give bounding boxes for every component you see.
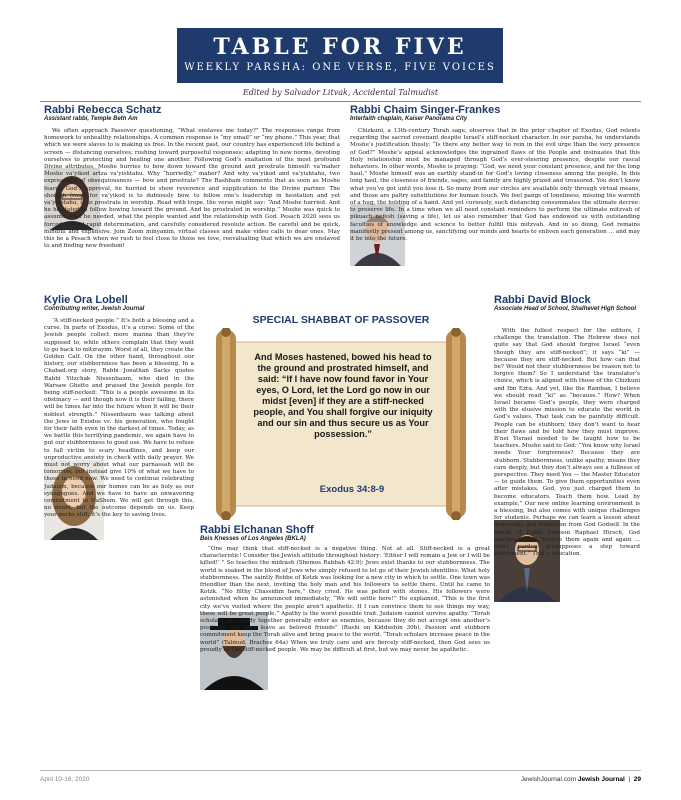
publication-name: Jewish Journal <box>577 776 625 783</box>
author-lobell <box>44 294 144 312</box>
editor-credit: Edited by Salvador Litvak, Accidental Talmudist <box>242 88 439 97</box>
author-shoff <box>200 524 314 542</box>
author-title: Interfaith chaplain, Kaiser Panorama City <box>350 116 468 122</box>
article-singer: Chizkuni, a 13th-century Torah sage, observes that in the prior chapter of Exodus, God relents regarding the sacred covenant despite Israel’s stiff-necked character. In our parsha, he understands Moshe’s justification thusly: “Is there any better way to rein in the evil urge than the very presence of God?” Moshe’s appeal acknowledges the ingrained flaws of the People and insinuates that this Holy relationship must be managed through God’s ever-steering presence, despite our rascal behaviors. In other words, Moshe is praying: “God, we need your constant presence, and for the long haul.” Moshe himself was an earthly stand-in for God’s loving closeness among the people. In this long haul, the closeness of friends, sages, and family are highly prized and treasured. You don’t know what you’ve got until you lose it. So many from our circles are available only through virtual means, and those are paltry substitutions for human touch. We feel pangs of loneliness, missing the warmth of a hug, the holding of a hand. And yet curiously, such distancing consummates the ultimate decree: to preserve life. In a time when we all need constant reminders to perform the ultimate mitzvah of pikuach nefesh (saving a life), let us also remember that God has endowed us with outstanding faculties of knowledge and science to better fulfill this mitzvah. And in so doing, God remains manifestly present among us, sanctifying our minds and hearts to enliven each generation … and may it be into the future. <box>350 128 640 243</box>
author-title: Contributing writer, Jewish Journal <box>44 306 145 312</box>
author-title: Assistant rabbi, Temple Beth Am <box>44 116 138 122</box>
verse-reference: Exodus 34:8-9 <box>319 484 385 495</box>
author-title: Associate Head of School, Shalhevet High School <box>494 306 637 312</box>
author-schatz <box>44 104 161 122</box>
article-schatz: We often approach Passover questioning, “What enslaves me today?” The responses range from homework to unhealthy relationships. A common response is “my email” or “my phone.” This year, that which we were slaves to is making us free. In the recent past, our country has experienced life behind a screen — distancing ourselves; rushing toward purposeful responses; adapting to new norms, devoting ourselves to protecting and healing one another. Following God’s exaltation of the most profound Divine attributes, Moshe hurries to bow down toward the ground and prostrate himself: va’maher Moshe va’yikod artza va’yishtahu. Why “hurriedly,” maher? And why va’yikod and va’yishtahu, two expressions of obsequiousness — bow and prostrate? The Rashbam comments that as soon as Moshe feared God’s approval, he hurried to show reverence and supplication to the Divine partner. The shoresh (root) for va’yikod is to dubiously bow, to follow one’s leadership in hesitation and yet va’yishtahu, is to prostrate in worship. Read with trope, the verse might say: “And Moshe hurried. And he hesitated to follow bowing toward the ground. And he prostrated in worship.” Moshe was quick to assume what he needed, what the people wanted and the relationship with God. Pesach 2020 sees us forced toward rapid determination, and carefully considered resolute action. Be careful and be quick, mindful and expansive. Join Zoom minyanim, virtual classes and make video calls to dear ones. May this be a Pesach when we rush to feel close to those we love, reevaluating that which we are enslaved to and finding new freedom! <box>44 128 340 250</box>
page-title: TABLE FOR FIVE <box>213 34 467 60</box>
issue-date: April 10-16, 2020 <box>40 776 90 783</box>
author-block <box>494 294 640 312</box>
article-shoff: “One may think that stiff-necked is a negative thing. Not at all. Stiff-necked is a great characteristic! Consider the Jewish attitude throughout history: ‘Either I will remain a Jew or I will be killed!’ ” So teaches the midrash (Shemos Rabbah 42:9): Jews exist thanks to our stubbornness. The world is soaked in the blood of Jews who simply refused to let go of their Jewish identities. What holy stubbornness. The saintly Rebbe of Kotzk was looking for a new city in which to settle. One town was friendlier than the next, inviting the holy man and his followers to settle there. Until he came to Kotzk. “No filthy Chassidim here,” they cried. He was pelted with stones. His followers were astonished when he announced immediately, “We will settle here!” He explained, “This is the first city we’ve visited where the people aren’t apathetic. If I can convince them to see things my way, these will be great people.” Apathy is the worst possible trait. Judaism cannot survive apathy. “Torah scholars who study together generally enter as enemies, because they do not accept one another’s positions, but they leave as beloved friends” (Rashi on Kiddushin 30b). Passion and stubborn commitment keep the Torah alive and bring peace to the world. “Torah scholars increase peace in the world” (Talmud, Brachos 64a) When we truly care and are fiercely stiff-necked, then God sees us proudly as His stiff-necked people. We may be difficult at first, but we may never be apathetic. <box>200 546 490 653</box>
article-lobell: “A stiff-necked people.” It’s both a blessing and a curse. In parts of Exodus, it’s a curse: Some of the Jewish people collect more manna than they’re supposed to, while others complain that they want to go back to mitzrayim. Worst of all, they create the Golden Calf. On the other hand, throughout our history, our stubbornness has been a blessing. In a Chabad.org story, Rabbi Jonathan Sacks quotes Rabbi Yitzchak Nissenbaum, who died in the Warsaw Ghetto and praised the Jewish people for being stiff-necked: “This is a people awesome in its obstinacy — and though now it is their failing, there will be times far into the future when it will be their noblest strength.” Nissenbaum was talking about the Jews in Exodus vs. his generation, who fought for their faith even in the darkest of times. Today, as we battle this terrifying pandemic, we again have to put our stubbornness to good use. We have to refuse to fall victim to scary headlines, and keep our unproductive anxiety in check with daily prayer. We must not worry about what our parnassah will be tomorrow, but instead give 10% of what we have to those in need now. We need to continue celebrating Judaism, because our homes can be as holy as our synagogues. And we have to have an unwavering commitment to HaShem. We will get through this, no doubt, but the outcome depends on us. Keep your necks stiff; it’s the key to saving lives. <box>44 318 194 519</box>
author-name: Rabbi Rebecca Schatz <box>44 104 162 116</box>
page-number: 29 <box>633 776 641 783</box>
special-title: SPECIAL SHABBAT OF PASSOVER <box>252 314 430 326</box>
verse-text: And Moses hastened, bowed his head to the ground and prostrated himself, and said: “If I have now found favor in Your eyes, O Lord, let the Lord go now in our midst [even] if they are a stiff-necked people, and You shall forgive our iniquity and our sin and thus secure us as Your possession.” <box>253 352 433 439</box>
page-subtitle: WEEKLY PARSHA: ONE VERSE, FIVE VOICES <box>184 62 496 73</box>
author-name: Rabbi Elchanan Shoff <box>200 524 314 536</box>
footer-publication: JewishJournal.com Jewish Journal | 29 <box>520 776 641 783</box>
footer-divider <box>40 770 641 771</box>
divider <box>40 101 641 102</box>
author-name: Rabbi Chaim Singer-Frankes <box>350 104 501 116</box>
site-url: JewishJournal.com <box>520 776 577 783</box>
author-name: Kylie Ora Lobell <box>44 294 128 306</box>
article-block: With the fullest respect for the editors, I challenge the translation. The Hebrew does not quite say that God should forgive Israel “even though they are stiff-necked”; it says “ki” — because they are stiff-necked. But how can that be? Would not their stubbornness be reason not to forgive them? So I understand the translator’s choice, which is aligned with those of the Chizkuni and Ibn Ezra. And yet, like the Ramban, I believe we should read “ki” as “because.” How? When Israel became God’s people, they were charged with the elusive mission to educate the world in God’s values. That task can be painfully difficult. People can be stubborn; they don’t want to hear their flaws and be told how they must improve. B’nei Yisrael needed to be taught how to be teachers. Moshe said to God: “You know why Israel needs Your forgiveness? Because they are stubborn. Stubbornness, unlike apathy, means they care deeply, but they don’t always see a fullness of perspective. They need You — the Master Educator — to guide them. To give them opportunities even after mistakes. God, you just charged them to become educators. Teach them how. Lead by example.” Our new online learning environment is a blessing, but also comes with unique challenges for students. Perhaps we can learn a lesson about generosity and transition from God Godself. In the words of Rabbi Samson Raphael Hirsch, God teaches us to: “forgive them again and again … every pardon presupposes a step toward betterment.” That’s education. <box>494 328 640 558</box>
author-name: Rabbi David Block <box>494 294 591 306</box>
author-title: Beis Knesses of Los Angeles (BKLA) <box>200 536 306 542</box>
header-banner <box>177 28 503 83</box>
author-singer <box>350 104 500 122</box>
